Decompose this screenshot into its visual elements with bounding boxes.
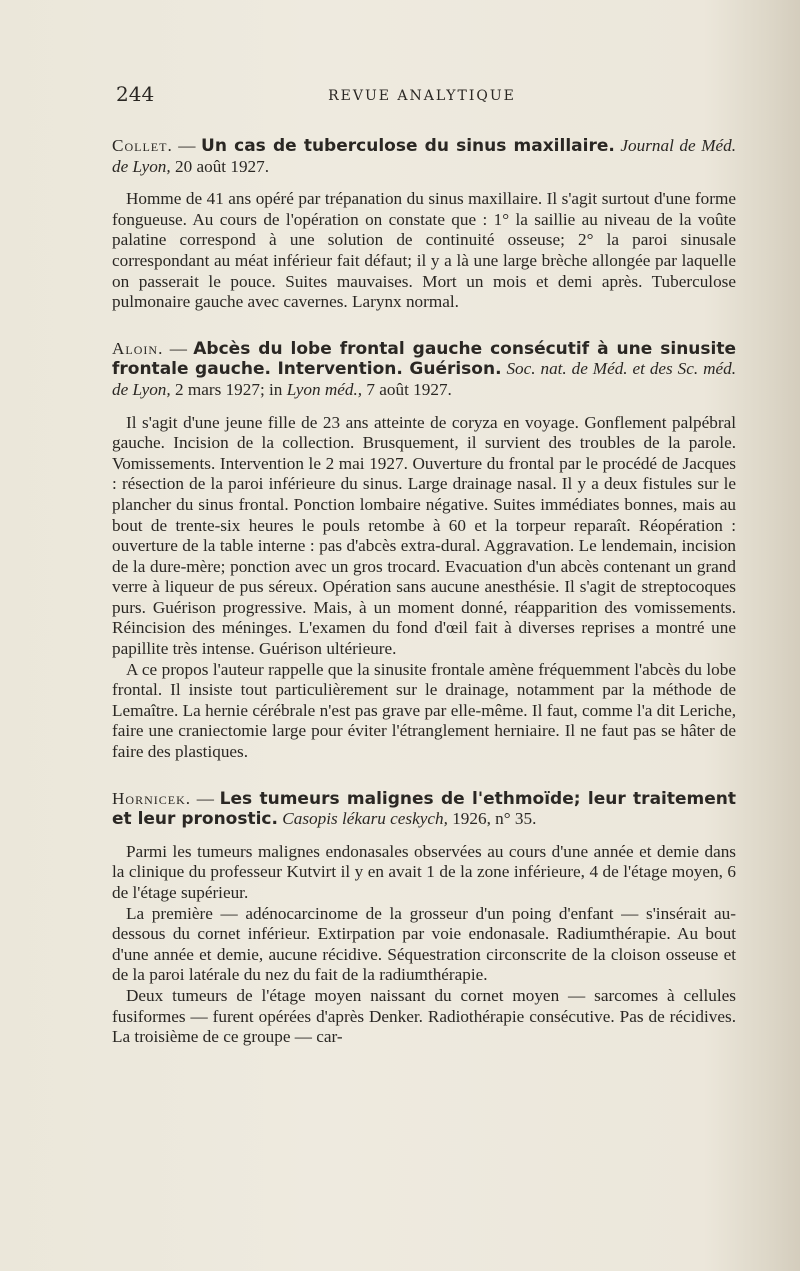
abstract-paragraph: La première — adénocarcinome de la grosseur d'un poing d'enfant — s'insérait au-dessous du cornet inférieur. Extirpation par voie endonasale. Radiumthérapie. Au bout d'une année et demie, aucune récidive. Séquestration circonscrite de la cloison osseuse et de la paroi latérale du nez du fait de la radiumthérapie. bbox=[112, 903, 736, 985]
abstract-heading bbox=[112, 339, 736, 401]
abstract-entry-aloin bbox=[112, 339, 736, 763]
journal-name: Journal de Méd. de Lyon, bbox=[112, 136, 737, 176]
separator: — bbox=[163, 338, 194, 358]
citation-date: 1926, n° 35. bbox=[447, 809, 537, 829]
separator: — bbox=[191, 788, 220, 808]
citation-date: 7 août 1927. bbox=[362, 379, 452, 399]
page-header bbox=[112, 82, 732, 110]
abstract-heading bbox=[112, 789, 736, 830]
abstract-paragraph: Homme de 41 ans opéré par trépanation du sinus maxillaire. Il s'agit surtout d'une forme fongueuse. Au cours de l'opération on constate que : 1° la saillie au niveau de la voûte palatine correspond à une solution de continuité osseuse; 2° la paroi sinusale correspondant au méat inférieur fait défaut; il y a là une large brèche allongée par laquelle on passerait le pouce. Suites mauvaises. Mort un mois et demi après. Tuberculose pulmonaire gauche avec cavernes. Larynx normal. bbox=[112, 189, 736, 312]
author-name: Aloin. bbox=[112, 338, 164, 358]
abstract-paragraph: A ce propos l'auteur rappelle que la sinusite frontale amène fréquemment l'abcès du lobe frontal. Il insiste tout particulièrement sur le drainage, notamment par la méthode de Lemaître. La hernie cérébrale n'est pas grave par elle-même. Il faut, comme l'a dit Leriche, faire une craniectomie large pour éviter l'étranglement herniaire. Il ne faut pas se hâter de faire des plastiques. bbox=[112, 659, 736, 762]
abstract-paragraph: Il s'agit d'une jeune fille de 23 ans atteinte de coryza en voyage. Gonflement palpébral gauche. Incision de la collection. Brusquement, il survient des troubles de la parole. Vomissements. Intervention le 2 mai 1927. Ouverture du frontal par le procédé de Jacques : résection de la paroi inférieure du sinus. Large drainage nasal. Il y a deux fistules sur le plancher du sinus frontal. Ponction lombaire négative. Suites immédiates bonnes, mais au bout de trente-six heures le pouls retombe à 60 et la torpeur reparaît. Réopération : ouverture de la table interne : pas d'abcès extra-dural. Aggravation. Le lendemain, incision de la dure-mère; ponction avec un gros trocard. Evacuation d'un abcès contenant un grand verre à liqueur de pus séreux. Opération sans aucune anesthésie. Il s'agit de streptocoques purs. Guérison progressive. Mais, à un moment donné, réapparition des vomissements. Réincision des méninges. L'examen du fond d'œil fait à diverses reprises a montré une papillite très intense. Guérison ultérieure. bbox=[112, 412, 736, 659]
page-number: 244 bbox=[116, 82, 155, 106]
abstract-paragraph: Deux tumeurs de l'étage moyen naissant du cornet moyen — sarcomes à cellules fusiformes — furent opérées d'après Denker. Radiothérapie consécutive. Pas de récidives. La troisième de ce groupe — car- bbox=[112, 985, 736, 1047]
author-name: Hornicek. bbox=[112, 788, 192, 808]
article-title: Un cas de tuberculose du sinus maxillaire. bbox=[201, 136, 615, 156]
abstract-heading bbox=[112, 136, 736, 177]
article-title: Les tumeurs malignes de l'ethmoïde; leur traitement et leur pronostic. bbox=[112, 788, 736, 830]
citation-mid: 2 mars 1927; in bbox=[170, 379, 287, 399]
article-title: Abcès du lobe frontal gauche consécutif à une sinusite frontale gauche. Intervention. Guérison. bbox=[112, 338, 737, 380]
journal-name-secondary: Lyon méd., bbox=[286, 379, 363, 399]
abstract-entry-hornicek bbox=[112, 789, 736, 1048]
abstract-paragraph: Parmi les tumeurs malignes endonasales observées au cours d'une année et demie dans la clinique du professeur Kutvirt il y en avait 1 de la zone inférieure, 4 de l'étage moyen, 6 de l'étage supérieur. bbox=[112, 841, 736, 902]
page-body bbox=[112, 136, 736, 1074]
journal-name: Soc. nat. de Méd. et des Sc. méd. de Lyon, bbox=[112, 359, 736, 399]
abstract-entry-collet bbox=[112, 136, 736, 313]
author-name: Collet. bbox=[112, 136, 173, 155]
running-title: REVUE ANALYTIQUE bbox=[328, 88, 516, 104]
journal-name: Casopis lékaru ceskych, bbox=[282, 809, 448, 829]
separator: — bbox=[172, 136, 202, 155]
citation-date: 20 août 1927. bbox=[170, 156, 270, 176]
